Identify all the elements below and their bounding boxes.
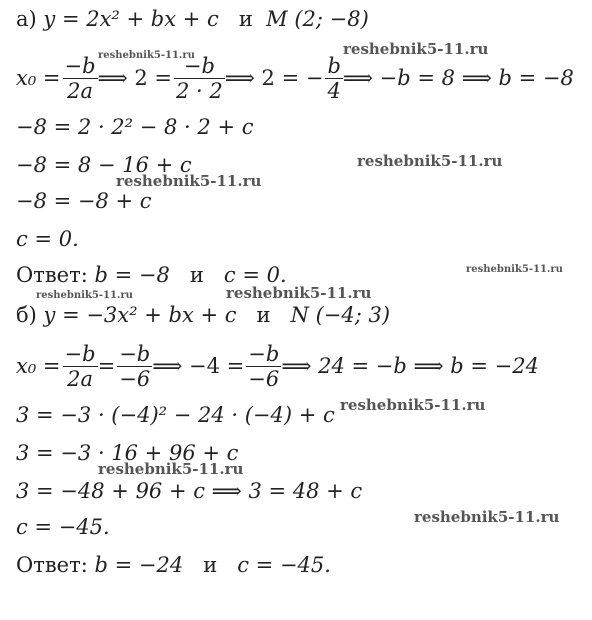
part-b-frac-2-num: −b	[119, 341, 151, 366]
part-a-equation: y = 2x² + bx + c	[43, 7, 219, 31]
watermark: reshebnik5-11.ru	[226, 284, 372, 302]
part-b-answer-label: Ответ:	[16, 553, 88, 577]
part-a-header	[16, 6, 369, 32]
part-a-frac-3-den: 4	[325, 78, 342, 103]
part-a-frac-1-num: −b	[64, 53, 96, 78]
part-b-header	[16, 302, 390, 328]
part-a-line-4: c = 0.	[16, 227, 79, 251]
watermark: reshebnik5-11.ru	[357, 152, 503, 170]
part-a-label: а)	[16, 7, 37, 31]
part-b-line-2: 3 = −3 · 16 + 96 + c	[16, 441, 239, 465]
part-b-answer-b: b = −24	[94, 553, 184, 577]
part-a-conj: и	[238, 7, 253, 31]
part-b-point: N (−4; 3)	[290, 303, 391, 327]
watermark: reshebnik5-11.ru	[98, 50, 195, 61]
part-b-vertex-lhs: x₀ =	[16, 354, 61, 378]
part-b-frac-1	[63, 342, 98, 391]
part-b-frac-2-den: −6	[117, 366, 152, 391]
part-a-vertex-rest: ⟹ −b = 8 ⟹ b = −8	[342, 66, 574, 90]
part-a-arrow-1: ⟹ 2 =	[97, 66, 173, 90]
part-b-frac-1-den: 2a	[63, 366, 98, 391]
part-b-frac-3-den: −6	[246, 366, 281, 391]
part-a-arrow-2: ⟹ 2 = −	[224, 66, 324, 90]
part-a-point: M (2; −8)	[266, 7, 369, 31]
part-a-vertex-lhs: x₀ =	[16, 66, 61, 90]
part-b-frac-3-num: −b	[248, 341, 280, 366]
part-b-conj: и	[256, 303, 271, 327]
part-a-frac-2-num: −b	[183, 53, 215, 78]
part-a-line-2: −8 = 8 − 16 + c	[16, 153, 192, 177]
part-b-line-3: 3 = −48 + 96 + c ⟹ 3 = 48 + c	[16, 479, 363, 503]
watermark: reshebnik5-11.ru	[36, 290, 133, 301]
part-b-line-1: 3 = −3 · (−4)² − 24 · (−4) + c	[16, 403, 335, 427]
part-b-answer	[16, 552, 331, 578]
part-a-frac-1	[63, 54, 98, 103]
part-b-answer-conj: и	[203, 553, 218, 577]
part-a-line-3: −8 = −8 + c	[16, 189, 152, 213]
part-a-frac-3	[325, 54, 342, 103]
part-b-frac-1-num: −b	[64, 341, 96, 366]
part-b-answer-c: c = −45.	[237, 553, 331, 577]
watermark: reshebnik5-11.ru	[340, 396, 486, 414]
part-b-line-4: c = −45.	[16, 515, 110, 539]
part-b-arrow-1: ⟹ −4 =	[152, 354, 245, 378]
part-a-answer-b: b = −8	[94, 263, 170, 287]
part-a-frac-2-den: 2 · 2	[176, 78, 223, 103]
part-a-frac-1-den: 2a	[63, 78, 98, 103]
part-b-frac-3	[246, 342, 281, 391]
part-b-equation: y = −3x² + bx + c	[43, 303, 237, 327]
watermark: reshebnik5-11.ru	[98, 460, 244, 478]
watermark: reshebnik5-11.ru	[116, 172, 262, 190]
part-b-frac-2	[117, 342, 152, 391]
watermark: reshebnik5-11.ru	[343, 40, 489, 58]
part-b-vertex-rest: ⟹ 24 = −b ⟹ b = −24	[281, 354, 539, 378]
part-b-eq-1: =	[97, 354, 116, 378]
part-a-answer-label: Ответ:	[16, 263, 88, 287]
part-a-answer-conj: и	[189, 263, 204, 287]
part-a-line-1: −8 = 2 · 2² − 8 · 2 + c	[16, 115, 254, 139]
watermark: reshebnik5-11.ru	[414, 508, 560, 526]
watermark: reshebnik5-11.ru	[466, 264, 563, 275]
part-a-answer-c: c = 0.	[223, 263, 287, 287]
part-b-vertex-line	[16, 336, 539, 396]
part-b-label: б)	[16, 303, 37, 327]
part-a-frac-3-num: b	[327, 53, 341, 78]
